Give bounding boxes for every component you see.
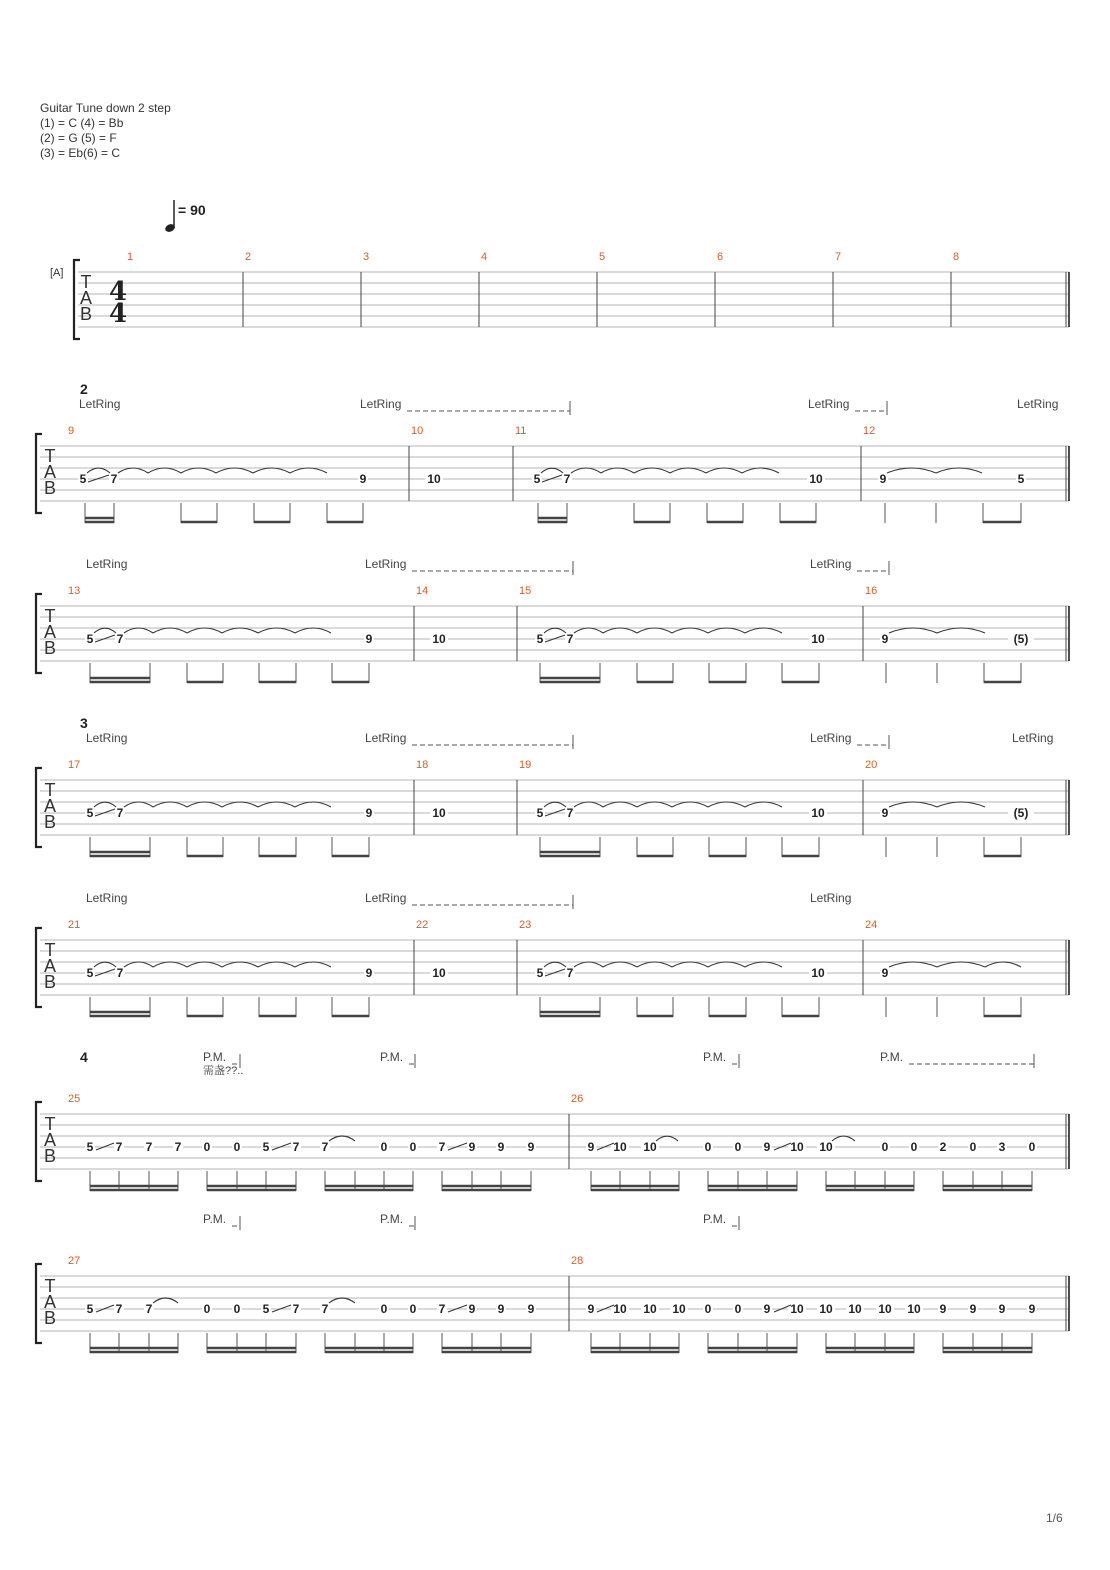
fret-number: 7: [563, 472, 571, 486]
tie-arc: [541, 468, 563, 473]
technique-label: LetRing: [808, 397, 850, 411]
tab-clef-b: B: [79, 304, 93, 324]
fret-number: 9: [365, 806, 373, 820]
tie-arc: [672, 802, 708, 807]
tab-clef-t: T: [44, 606, 56, 626]
measure-number: 23: [519, 919, 532, 931]
measure-number: 6: [717, 251, 724, 263]
tie-arc: [153, 802, 187, 807]
fret-number: 5: [86, 632, 94, 646]
fret-number: 10: [811, 806, 825, 820]
measure-number: 21: [68, 919, 81, 931]
tab-system: [36, 557, 1069, 683]
fret-number: 0: [380, 1302, 388, 1316]
fret-number: 9: [998, 1302, 1006, 1316]
tie-arc: [124, 962, 153, 967]
tie-arc: [544, 628, 566, 633]
measure-number: 2: [245, 251, 252, 263]
tie-arc: [889, 962, 937, 967]
fret-number: 5: [86, 1302, 94, 1316]
tie-arc: [222, 962, 258, 967]
tie-arc: [601, 468, 634, 473]
tab-clef-b: B: [43, 638, 57, 658]
fret-number: 7: [438, 1140, 446, 1154]
measure-number: 25: [68, 1093, 81, 1105]
tie-arc: [571, 468, 601, 473]
fret-number: 0: [704, 1302, 712, 1316]
fret-number: 9: [587, 1302, 595, 1316]
tab-clef-a: A: [43, 462, 57, 482]
tie-arc: [153, 962, 187, 967]
fret-number: 9: [527, 1302, 535, 1316]
time-signature-top: 4: [108, 277, 128, 307]
tie-arc: [153, 628, 187, 633]
tie-arc: [887, 468, 936, 473]
technique-label: LetRing: [810, 891, 852, 905]
technique-label: P.M.: [880, 1050, 904, 1064]
fret-number: 0: [734, 1302, 742, 1316]
measure-number: 15: [519, 585, 532, 597]
tie-arc: [745, 962, 782, 967]
fret-number: 10: [432, 966, 446, 980]
fret-number: 7: [145, 1140, 153, 1154]
tie-arc: [634, 468, 670, 473]
tie-arc: [742, 468, 779, 473]
fret-number: 7: [292, 1302, 300, 1316]
fret-number: 7: [116, 632, 124, 646]
fret-number: 10: [811, 966, 825, 980]
tie-arc: [222, 802, 258, 807]
tie-arc: [153, 1298, 178, 1303]
measure-number: 14: [416, 585, 429, 597]
tie-arc: [670, 468, 706, 473]
tie-arc: [603, 962, 637, 967]
fret-number: 0: [409, 1302, 417, 1316]
tie-arc: [985, 962, 1021, 967]
tab-clef-t: T: [44, 1114, 56, 1134]
tie-arc: [258, 962, 295, 967]
measure-number: 24: [865, 919, 878, 931]
tie-arc: [124, 802, 153, 807]
fret-number: (5): [1013, 632, 1029, 646]
fret-number: 9: [365, 966, 373, 980]
rehearsal-number: 4: [80, 1049, 88, 1065]
measure-number: 27: [68, 1255, 81, 1267]
rehearsal-number: 3: [80, 715, 88, 731]
fret-number: 5: [262, 1140, 270, 1154]
tie-arc: [637, 802, 672, 807]
fret-number: 5: [536, 806, 544, 820]
tuning-line: Guitar Tune down 2 step: [40, 101, 171, 115]
fret-number: 5: [86, 966, 94, 980]
tab-clef-b: B: [43, 478, 57, 498]
technique-label: LetRing: [810, 731, 852, 745]
tie-arc: [832, 1136, 855, 1141]
rehearsal-number: 2: [80, 381, 88, 397]
tie-arc: [745, 628, 782, 633]
tie-arc: [290, 468, 327, 473]
measure-number: 1: [127, 251, 134, 263]
fret-number: 9: [879, 472, 887, 486]
measure-number: 28: [571, 1255, 584, 1267]
technique-label: LetRing: [365, 891, 407, 905]
tab-clef-t: T: [80, 272, 92, 292]
fret-number: 3: [998, 1140, 1006, 1154]
tie-arc: [295, 962, 331, 967]
fret-number: 7: [145, 1302, 153, 1316]
technique-label: LetRing: [1017, 397, 1059, 411]
fret-number: 5: [533, 472, 541, 486]
tie-arc: [672, 628, 708, 633]
fret-number: 7: [321, 1140, 329, 1154]
fret-number: 0: [734, 1140, 742, 1154]
tab-clef-t: T: [44, 780, 56, 800]
fret-number: 10: [790, 1302, 804, 1316]
measure-number: 19: [519, 759, 532, 771]
fret-number: 0: [203, 1302, 211, 1316]
tab-clef-a: A: [43, 622, 57, 642]
tie-arc: [544, 962, 566, 967]
tie-arc: [258, 628, 295, 633]
fret-number: 10: [432, 632, 446, 646]
tie-arc: [118, 468, 148, 473]
measure-number: 3: [363, 251, 370, 263]
fret-number: 10: [432, 806, 446, 820]
tab-clef-t: T: [44, 1276, 56, 1296]
tab-system: [50, 251, 1069, 339]
tie-arc: [187, 962, 222, 967]
fret-number: 9: [497, 1302, 505, 1316]
measure-number: 10: [411, 425, 424, 437]
fret-number: 10: [907, 1302, 921, 1316]
tab-system: [36, 1212, 1069, 1353]
tie-arc: [637, 628, 672, 633]
fret-number: 7: [174, 1140, 182, 1154]
fret-number: 5: [536, 632, 544, 646]
fret-number: 7: [566, 966, 574, 980]
fret-number: 0: [233, 1302, 241, 1316]
fret-number: 9: [468, 1302, 476, 1316]
fret-number: 7: [292, 1140, 300, 1154]
measure-number: 9: [68, 425, 75, 437]
fret-number: 7: [566, 632, 574, 646]
fret-number: 10: [809, 472, 823, 486]
tie-arc: [181, 468, 216, 473]
tab-clef-t: T: [44, 940, 56, 960]
technique-label: P.M.: [703, 1212, 727, 1226]
tie-arc: [544, 802, 566, 807]
fret-number: 7: [115, 1140, 123, 1154]
tie-arc: [708, 628, 745, 633]
tab-clef-a: A: [79, 288, 93, 308]
fret-number: 5: [262, 1302, 270, 1316]
fret-number: 0: [233, 1140, 241, 1154]
fret-number: 9: [1028, 1302, 1036, 1316]
tab-clef-a: A: [43, 796, 57, 816]
technique-label: LetRing: [1012, 731, 1054, 745]
tie-arc: [936, 468, 982, 473]
fret-number: 9: [359, 472, 367, 486]
tie-arc: [187, 802, 222, 807]
fret-number: 7: [110, 472, 118, 486]
fret-number: 9: [763, 1302, 771, 1316]
tie-arc: [124, 628, 153, 633]
tie-arc: [706, 468, 742, 473]
measure-number: 5: [599, 251, 606, 263]
time-signature-bottom: 4: [108, 299, 128, 329]
technique-label: LetRing: [365, 557, 407, 571]
tab-clef-b: B: [43, 1308, 57, 1328]
fret-number: 7: [321, 1302, 329, 1316]
fret-number: 0: [203, 1140, 211, 1154]
tie-arc: [94, 628, 116, 633]
tie-arc: [937, 802, 985, 807]
measure-number: 18: [416, 759, 429, 771]
fret-number: 5: [86, 1140, 94, 1154]
fret-number: 9: [939, 1302, 947, 1316]
tie-arc: [148, 468, 181, 473]
fret-number: 10: [878, 1302, 892, 1316]
tie-arc: [222, 628, 258, 633]
tie-arc: [708, 962, 745, 967]
tie-arc: [745, 802, 782, 807]
page-number: 1/6: [1046, 1511, 1063, 1525]
tie-arc: [187, 628, 222, 633]
tab-clef-b: B: [43, 812, 57, 832]
fret-number: 9: [763, 1140, 771, 1154]
measure-number: 16: [865, 585, 878, 597]
tie-arc: [216, 468, 253, 473]
tuning-line: (1) = C (4) = Bb: [40, 116, 124, 130]
fret-number: 5: [79, 472, 87, 486]
fret-number: 0: [910, 1140, 918, 1154]
tie-arc: [937, 628, 985, 633]
section-marker: [A]: [50, 267, 64, 279]
fret-number: 5: [536, 966, 544, 980]
tie-arc: [295, 802, 331, 807]
technique-label: LetRing: [360, 397, 402, 411]
technique-label: LetRing: [79, 397, 121, 411]
technique-sublabel: 需盏??..: [203, 1065, 244, 1077]
technique-label: LetRing: [810, 557, 852, 571]
fret-number: 0: [969, 1140, 977, 1154]
tie-arc: [637, 962, 672, 967]
fret-number: 9: [969, 1302, 977, 1316]
fret-number: 7: [115, 1302, 123, 1316]
technique-label: LetRing: [86, 557, 128, 571]
tie-arc: [258, 802, 295, 807]
tie-arc: [889, 802, 937, 807]
tie-arc: [889, 628, 937, 633]
fret-number: 10: [790, 1140, 804, 1154]
fret-number: 9: [527, 1140, 535, 1154]
tab-clef-a: A: [43, 1130, 57, 1150]
fret-number: 0: [409, 1140, 417, 1154]
fret-number: 10: [811, 632, 825, 646]
fret-number: 7: [116, 806, 124, 820]
tie-arc: [574, 628, 603, 633]
tuning-line: (3) = Eb(6) = C: [40, 146, 121, 160]
tie-arc: [656, 1136, 678, 1141]
fret-number: 10: [643, 1140, 657, 1154]
measure-number: 22: [416, 919, 429, 931]
fret-number: 9: [881, 806, 889, 820]
tab-clef-b: B: [43, 972, 57, 992]
measure-number: 7: [835, 251, 842, 263]
fret-number: 10: [427, 472, 441, 486]
measure-number: 11: [515, 425, 527, 437]
measure-number: 26: [571, 1093, 584, 1105]
fret-number: 10: [613, 1302, 627, 1316]
fret-number: 9: [587, 1140, 595, 1154]
fret-number: 10: [848, 1302, 862, 1316]
fret-number: 5: [86, 806, 94, 820]
fret-number: 10: [819, 1302, 833, 1316]
tie-arc: [94, 802, 116, 807]
fret-number: 7: [566, 806, 574, 820]
fret-number: 0: [881, 1140, 889, 1154]
tie-arc: [603, 802, 637, 807]
fret-number: 0: [704, 1140, 712, 1154]
technique-label: P.M.: [380, 1212, 404, 1226]
tie-arc: [253, 468, 290, 473]
fret-number: 0: [1028, 1140, 1036, 1154]
tie-arc: [603, 628, 637, 633]
tab-system: [36, 1049, 1069, 1191]
fret-number: 9: [468, 1140, 476, 1154]
fret-number: 0: [380, 1140, 388, 1154]
measure-number: 8: [953, 251, 960, 263]
fret-number: 9: [881, 966, 889, 980]
measure-number: 17: [68, 759, 81, 771]
tab-clef-b: B: [43, 1146, 57, 1166]
measure-number: 4: [481, 251, 488, 263]
tie-arc: [94, 962, 116, 967]
tempo-marking: = 90: [178, 202, 206, 218]
fret-number: 5: [1017, 472, 1025, 486]
measure-number: 13: [68, 585, 81, 597]
tuning-line: (2) = G (5) = F: [40, 131, 117, 145]
technique-label: LetRing: [365, 731, 407, 745]
tab-clef-a: A: [43, 1292, 57, 1312]
technique-label: P.M.: [203, 1050, 227, 1064]
tie-arc: [87, 468, 110, 473]
tie-arc: [329, 1136, 355, 1141]
tie-arc: [672, 962, 708, 967]
fret-number: 10: [613, 1140, 627, 1154]
technique-label: P.M.: [703, 1050, 727, 1064]
fret-number: 10: [672, 1302, 686, 1316]
technique-label: LetRing: [86, 731, 128, 745]
tab-system: [36, 381, 1069, 523]
fret-number: 10: [819, 1140, 833, 1154]
tie-arc: [574, 962, 603, 967]
fret-number: 9: [365, 632, 373, 646]
technique-label: LetRing: [86, 891, 128, 905]
tie-arc: [295, 628, 331, 633]
fret-number: 9: [497, 1140, 505, 1154]
tie-arc: [937, 962, 985, 967]
fret-number: 7: [438, 1302, 446, 1316]
tab-system: [36, 891, 1069, 1017]
fret-number: 2: [939, 1140, 947, 1154]
tie-arc: [329, 1298, 355, 1303]
technique-label: P.M.: [203, 1212, 227, 1226]
tab-clef-t: T: [44, 446, 56, 466]
measure-number: 12: [863, 425, 876, 437]
fret-number: (5): [1013, 806, 1029, 820]
tab-system: [36, 715, 1069, 857]
tie-arc: [574, 802, 603, 807]
measure-number: 20: [865, 759, 878, 771]
tie-arc: [708, 802, 745, 807]
fret-number: 7: [116, 966, 124, 980]
technique-label: P.M.: [380, 1050, 404, 1064]
tab-clef-a: A: [43, 956, 57, 976]
fret-number: 9: [881, 632, 889, 646]
fret-number: 10: [643, 1302, 657, 1316]
